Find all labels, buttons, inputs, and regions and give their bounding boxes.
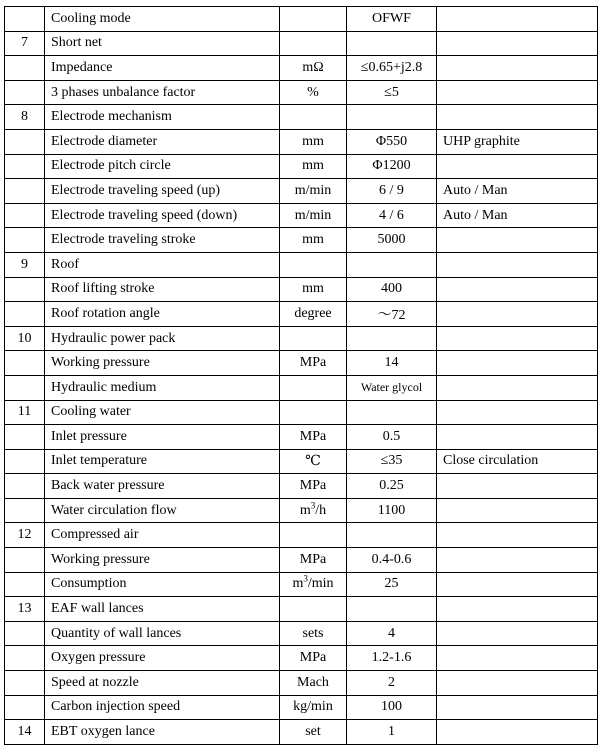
row-item: Roof: [45, 252, 280, 277]
table-row: [5, 425, 598, 450]
row-number: [5, 129, 45, 154]
table-row: [5, 621, 598, 646]
table-row: [5, 400, 598, 425]
row-unit: mΩ: [280, 56, 347, 81]
row-value: [347, 31, 437, 56]
row-unit: sets: [280, 621, 347, 646]
row-unit: %: [280, 80, 347, 105]
row-number: 8: [5, 105, 45, 130]
row-item: Oxygen pressure: [45, 646, 280, 671]
row-unit: mm: [280, 277, 347, 302]
table-row: [5, 31, 598, 56]
row-number: [5, 228, 45, 253]
row-remark: [437, 474, 598, 499]
table-row: [5, 523, 598, 548]
row-item: Electrode traveling stroke: [45, 228, 280, 253]
row-value: ≤0.65+j2.8: [347, 56, 437, 81]
table-row: [5, 720, 598, 745]
row-unit: mm: [280, 154, 347, 179]
row-item: Hydraulic power pack: [45, 326, 280, 351]
row-remark: [437, 548, 598, 573]
row-unit: [280, 597, 347, 622]
row-item: Electrode pitch circle: [45, 154, 280, 179]
row-remark: [437, 621, 598, 646]
row-unit: MPa: [280, 474, 347, 499]
row-unit: [280, 252, 347, 277]
row-value: 14: [347, 351, 437, 376]
row-remark: [437, 375, 598, 400]
table-row: [5, 498, 598, 523]
table-row: [5, 203, 598, 228]
row-number: 14: [5, 720, 45, 745]
unit-superscript: 3: [310, 500, 316, 511]
unit-superscript: 3: [303, 573, 308, 584]
row-number: [5, 80, 45, 105]
row-value: Φ550: [347, 129, 437, 154]
row-item: Electrode mechanism: [45, 105, 280, 130]
table-row: [5, 449, 598, 474]
table-row: [5, 646, 598, 671]
table-row: [5, 597, 598, 622]
row-unit: Mach: [280, 671, 347, 696]
row-number: [5, 425, 45, 450]
row-item: Cooling mode: [45, 7, 280, 32]
row-item: Impedance: [45, 56, 280, 81]
row-unit: m/min: [280, 179, 347, 204]
row-item: Compressed air: [45, 523, 280, 548]
row-number: [5, 646, 45, 671]
row-number: [5, 179, 45, 204]
table-row: [5, 277, 598, 302]
table-row: [5, 548, 598, 573]
row-remark: [437, 302, 598, 327]
row-item: Back water pressure: [45, 474, 280, 499]
row-unit: MPa: [280, 425, 347, 450]
row-item: Water circulation flow: [45, 498, 280, 523]
row-remark: [437, 720, 598, 745]
row-number: [5, 572, 45, 597]
row-value: [347, 400, 437, 425]
row-value: 0.25: [347, 474, 437, 499]
row-value: ≤5: [347, 80, 437, 105]
row-number: [5, 671, 45, 696]
row-item: Working pressure: [45, 548, 280, 573]
row-value: [347, 105, 437, 130]
row-value: Water glycol: [347, 375, 437, 400]
spec-table: [4, 6, 598, 745]
row-number: [5, 203, 45, 228]
row-number: 13: [5, 597, 45, 622]
table-row: [5, 80, 598, 105]
table-row: [5, 7, 598, 32]
row-item: EBT oxygen lance: [45, 720, 280, 745]
row-item: Hydraulic medium: [45, 375, 280, 400]
row-unit: MPa: [280, 646, 347, 671]
row-number: [5, 498, 45, 523]
row-item: Electrode diameter: [45, 129, 280, 154]
table-row: [5, 302, 598, 327]
unit-base: m: [292, 576, 304, 592]
table-row: [5, 56, 598, 81]
row-unit: MPa: [280, 351, 347, 376]
row-item: Inlet temperature: [45, 449, 280, 474]
row-value: 0.5: [347, 425, 437, 450]
table-row: [5, 179, 598, 204]
row-unit: [280, 523, 347, 548]
row-remark: [437, 498, 598, 523]
row-number: [5, 548, 45, 573]
table-row: [5, 671, 598, 696]
table-row: [5, 105, 598, 130]
row-item: Electrode traveling speed (up): [45, 179, 280, 204]
table-row: [5, 154, 598, 179]
row-value: 6 / 9: [347, 179, 437, 204]
row-unit: degree: [280, 302, 347, 327]
row-value: ≤35: [347, 449, 437, 474]
row-remark: [437, 228, 598, 253]
table-row: [5, 695, 598, 720]
row-value: Φ1200: [347, 154, 437, 179]
row-value: 25: [347, 572, 437, 597]
row-value: 1.2-1.6: [347, 646, 437, 671]
row-remark: [437, 154, 598, 179]
unit-suffix: /h: [315, 502, 327, 518]
row-value: [347, 252, 437, 277]
row-item: Roof lifting stroke: [45, 277, 280, 302]
row-number: [5, 621, 45, 646]
row-remark: [437, 523, 598, 548]
row-value: [347, 326, 437, 351]
row-value: [347, 523, 437, 548]
row-remark: [437, 351, 598, 376]
row-number: 11: [5, 400, 45, 425]
row-remark: [437, 326, 598, 351]
row-item: Working pressure: [45, 351, 280, 376]
row-remark: Close circulation: [437, 449, 598, 474]
row-remark: [437, 105, 598, 130]
spec-table-container: [4, 6, 598, 745]
row-number: [5, 7, 45, 32]
row-value: OFWF: [347, 7, 437, 32]
row-unit: m/min: [280, 203, 347, 228]
unit-base: m: [299, 502, 311, 518]
row-number: 7: [5, 31, 45, 56]
row-unit: [280, 105, 347, 130]
table-row: [5, 326, 598, 351]
row-unit: [280, 7, 347, 32]
row-number: 10: [5, 326, 45, 351]
row-number: [5, 375, 45, 400]
row-item: Roof rotation angle: [45, 302, 280, 327]
row-remark: UHP graphite: [437, 129, 598, 154]
row-number: 9: [5, 252, 45, 277]
row-item: Inlet pressure: [45, 425, 280, 450]
row-unit: [280, 400, 347, 425]
row-unit: [280, 498, 347, 523]
row-value: 4: [347, 621, 437, 646]
row-remark: Auto / Man: [437, 203, 598, 228]
row-value: ～72: [347, 302, 437, 327]
row-value: 4 / 6: [347, 203, 437, 228]
row-remark: [437, 425, 598, 450]
row-number: [5, 302, 45, 327]
row-remark: [437, 597, 598, 622]
row-item: Short net: [45, 31, 280, 56]
unit-suffix: /min: [307, 576, 334, 592]
row-number: 12: [5, 523, 45, 548]
row-item: Cooling water: [45, 400, 280, 425]
row-unit: MPa: [280, 548, 347, 573]
table-row: [5, 375, 598, 400]
row-unit: [280, 31, 347, 56]
row-unit: set: [280, 720, 347, 745]
row-number: [5, 449, 45, 474]
row-value: 1: [347, 720, 437, 745]
row-number: [5, 56, 45, 81]
table-row: [5, 351, 598, 376]
row-remark: [437, 31, 598, 56]
row-item: Carbon injection speed: [45, 695, 280, 720]
row-remark: [437, 400, 598, 425]
row-remark: [437, 277, 598, 302]
row-number: [5, 695, 45, 720]
table-row: [5, 474, 598, 499]
row-number: [5, 277, 45, 302]
row-value: 5000: [347, 228, 437, 253]
row-remark: [437, 80, 598, 105]
table-row: [5, 129, 598, 154]
row-item: Speed at nozzle: [45, 671, 280, 696]
row-remark: [437, 7, 598, 32]
row-number: [5, 474, 45, 499]
row-unit: [280, 572, 347, 597]
row-unit: [280, 326, 347, 351]
row-remark: [437, 695, 598, 720]
row-item: 3 phases unbalance factor: [45, 80, 280, 105]
row-number: [5, 154, 45, 179]
row-number: [5, 351, 45, 376]
table-row: [5, 252, 598, 277]
row-item: Quantity of wall lances: [45, 621, 280, 646]
row-unit: [280, 375, 347, 400]
row-value: 100: [347, 695, 437, 720]
row-item: Electrode traveling speed (down): [45, 203, 280, 228]
row-value: 400: [347, 277, 437, 302]
row-unit: mm: [280, 228, 347, 253]
row-unit: ℃: [280, 449, 347, 474]
row-unit: kg/min: [280, 695, 347, 720]
spec-table-body: [5, 7, 598, 745]
table-row: [5, 572, 598, 597]
row-item: EAF wall lances: [45, 597, 280, 622]
row-value: [347, 597, 437, 622]
row-remark: [437, 646, 598, 671]
row-remark: Auto / Man: [437, 179, 598, 204]
row-value: 1100: [347, 498, 437, 523]
row-item: Consumption: [45, 572, 280, 597]
row-remark: [437, 572, 598, 597]
row-remark: [437, 671, 598, 696]
row-unit: mm: [280, 129, 347, 154]
table-row: [5, 228, 598, 253]
row-remark: [437, 56, 598, 81]
row-value: 0.4-0.6: [347, 548, 437, 573]
row-remark: [437, 252, 598, 277]
row-value: 2: [347, 671, 437, 696]
